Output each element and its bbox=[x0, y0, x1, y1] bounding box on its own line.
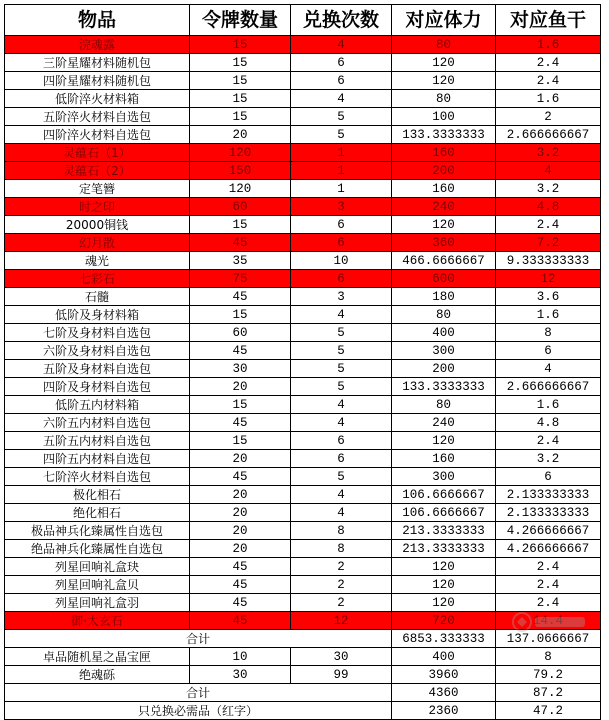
fish-cell: 6 bbox=[496, 468, 601, 486]
tokens-cell: 15 bbox=[190, 90, 291, 108]
times-cell: 2 bbox=[291, 594, 392, 612]
table-row bbox=[5, 288, 601, 306]
total-label: 合计 bbox=[5, 684, 392, 702]
item-name-cell: 定笔簪 bbox=[5, 180, 190, 198]
stamina-cell: 200 bbox=[392, 360, 496, 378]
stamina-cell: 80 bbox=[392, 90, 496, 108]
item-name-cell: 石髓 bbox=[5, 288, 190, 306]
times-cell: 4 bbox=[291, 414, 392, 432]
times-cell: 99 bbox=[291, 666, 392, 684]
fish-cell: 14.4 bbox=[496, 612, 601, 630]
stamina-cell: 120 bbox=[392, 54, 496, 72]
fish-cell: 4.266666667 bbox=[496, 522, 601, 540]
stamina-cell: 106.6666667 bbox=[392, 486, 496, 504]
fish-cell: 2.4 bbox=[496, 72, 601, 90]
fish-cell: 2.666666667 bbox=[496, 378, 601, 396]
fish-cell: 2.133333333 bbox=[496, 486, 601, 504]
times-cell: 5 bbox=[291, 360, 392, 378]
stamina-cell: 300 bbox=[392, 468, 496, 486]
subtotal-fish: 137.0666667 bbox=[496, 630, 601, 648]
tokens-cell: 35 bbox=[190, 252, 291, 270]
table-row bbox=[5, 378, 601, 396]
table-row bbox=[5, 576, 601, 594]
tokens-cell: 60 bbox=[190, 324, 291, 342]
stamina-cell: 100 bbox=[392, 108, 496, 126]
fish-cell: 1.6 bbox=[496, 396, 601, 414]
fish-cell: 2.4 bbox=[496, 54, 601, 72]
table-row bbox=[5, 396, 601, 414]
tokens-cell: 20 bbox=[190, 378, 291, 396]
fish-cell: 4.8 bbox=[496, 198, 601, 216]
item-name-cell: 灵蕴石（1） bbox=[5, 144, 190, 162]
tokens-cell: 20 bbox=[190, 126, 291, 144]
stamina-cell: 240 bbox=[392, 414, 496, 432]
times-cell: 2 bbox=[291, 576, 392, 594]
stamina-cell: 200 bbox=[392, 162, 496, 180]
stamina-cell: 160 bbox=[392, 180, 496, 198]
stamina-cell: 106.6666667 bbox=[392, 504, 496, 522]
fish-cell: 2 bbox=[496, 108, 601, 126]
stamina-cell: 400 bbox=[392, 324, 496, 342]
table-row bbox=[5, 108, 601, 126]
table-row bbox=[5, 234, 601, 252]
stamina-cell: 160 bbox=[392, 450, 496, 468]
stamina-cell: 400 bbox=[392, 648, 496, 666]
item-name-cell: 极化相石 bbox=[5, 486, 190, 504]
tokens-cell: 15 bbox=[190, 306, 291, 324]
tokens-cell: 45 bbox=[190, 576, 291, 594]
item-name-cell: 列星回响礼盒羽 bbox=[5, 594, 190, 612]
item-name-cell: 低阶及身材料箱 bbox=[5, 306, 190, 324]
fish-cell: 2.4 bbox=[496, 432, 601, 450]
table-row bbox=[5, 666, 601, 684]
item-name-cell: 20000铜钱 bbox=[5, 216, 190, 234]
fish-cell: 3.2 bbox=[496, 144, 601, 162]
fish-cell: 3.6 bbox=[496, 288, 601, 306]
stamina-cell: 120 bbox=[392, 72, 496, 90]
stamina-cell: 300 bbox=[392, 342, 496, 360]
times-cell: 5 bbox=[291, 126, 392, 144]
times-cell: 6 bbox=[291, 54, 392, 72]
item-name-cell: 七阶及身材料自选包 bbox=[5, 324, 190, 342]
total-fish: 87.2 bbox=[496, 684, 601, 702]
table-row bbox=[5, 612, 601, 630]
tokens-cell: 45 bbox=[190, 558, 291, 576]
stamina-cell: 180 bbox=[392, 288, 496, 306]
tokens-cell: 60 bbox=[190, 198, 291, 216]
stamina-cell: 360 bbox=[392, 234, 496, 252]
item-name-cell: 幻月散 bbox=[5, 234, 190, 252]
times-cell: 8 bbox=[291, 522, 392, 540]
times-cell: 1 bbox=[291, 180, 392, 198]
times-cell: 12 bbox=[291, 612, 392, 630]
fish-cell: 6 bbox=[496, 342, 601, 360]
extra-item-rows bbox=[5, 648, 601, 684]
item-name-cell: 五阶淬火材料自选包 bbox=[5, 108, 190, 126]
times-cell: 6 bbox=[291, 432, 392, 450]
stamina-cell: 3960 bbox=[392, 666, 496, 684]
fish-cell: 4.8 bbox=[496, 414, 601, 432]
tokens-cell: 45 bbox=[190, 234, 291, 252]
stamina-cell: 80 bbox=[392, 306, 496, 324]
item-name-cell: 四阶及身材料自选包 bbox=[5, 378, 190, 396]
stamina-cell: 133.3333333 bbox=[392, 126, 496, 144]
item-name-cell: 七阶淬火材料自选包 bbox=[5, 468, 190, 486]
fish-cell: 2.4 bbox=[496, 594, 601, 612]
stamina-cell: 133.3333333 bbox=[392, 378, 496, 396]
item-name-cell: 浣魂露 bbox=[5, 36, 190, 54]
total-stamina: 4360 bbox=[392, 684, 496, 702]
table-row bbox=[5, 558, 601, 576]
item-name-cell: 卓品随机星之晶宝匣 bbox=[5, 648, 190, 666]
tokens-cell: 45 bbox=[190, 594, 291, 612]
fish-cell: 12 bbox=[496, 270, 601, 288]
stamina-cell: 466.6666667 bbox=[392, 252, 496, 270]
times-cell: 6 bbox=[291, 450, 392, 468]
fish-cell: 4.266666667 bbox=[496, 540, 601, 558]
times-cell: 6 bbox=[291, 216, 392, 234]
table-row bbox=[5, 144, 601, 162]
times-cell: 1 bbox=[291, 144, 392, 162]
fish-cell: 2.4 bbox=[496, 558, 601, 576]
stamina-cell: 600 bbox=[392, 270, 496, 288]
fish-cell: 2.666666667 bbox=[496, 126, 601, 144]
item-name-cell: 绝品神兵化臻属性自选包 bbox=[5, 540, 190, 558]
table-row bbox=[5, 36, 601, 54]
header-tokens: 令牌数量 bbox=[190, 5, 291, 36]
times-cell: 4 bbox=[291, 396, 392, 414]
item-rows bbox=[5, 36, 601, 630]
table-row bbox=[5, 504, 601, 522]
fish-cell: 1.6 bbox=[496, 90, 601, 108]
item-name-cell: 低阶淬火材料箱 bbox=[5, 90, 190, 108]
item-name-cell: 六阶及身材料自选包 bbox=[5, 342, 190, 360]
fish-cell: 3.2 bbox=[496, 450, 601, 468]
tokens-cell: 20 bbox=[190, 450, 291, 468]
times-cell: 6 bbox=[291, 234, 392, 252]
header-row bbox=[5, 5, 601, 36]
fish-cell: 4 bbox=[496, 162, 601, 180]
times-cell: 3 bbox=[291, 288, 392, 306]
fish-cell: 8 bbox=[496, 324, 601, 342]
times-cell: 5 bbox=[291, 342, 392, 360]
item-name-cell: 四阶淬火材料自选包 bbox=[5, 126, 190, 144]
fish-cell: 1.6 bbox=[496, 306, 601, 324]
tokens-cell: 15 bbox=[190, 108, 291, 126]
item-name-cell: 御·太玄石 bbox=[5, 612, 190, 630]
header-fish: 对应鱼干 bbox=[496, 5, 601, 36]
item-name-cell: 极品神兵化臻属性自选包 bbox=[5, 522, 190, 540]
tokens-cell: 120 bbox=[190, 144, 291, 162]
tokens-cell: 15 bbox=[190, 396, 291, 414]
tokens-cell: 20 bbox=[190, 540, 291, 558]
item-name-cell: 绝化相石 bbox=[5, 504, 190, 522]
table-row bbox=[5, 216, 601, 234]
stamina-cell: 720 bbox=[392, 612, 496, 630]
tokens-cell: 45 bbox=[190, 612, 291, 630]
times-cell: 6 bbox=[291, 72, 392, 90]
table-row bbox=[5, 126, 601, 144]
item-name-cell: 低阶五内材料箱 bbox=[5, 396, 190, 414]
tokens-cell: 15 bbox=[190, 72, 291, 90]
times-cell: 2 bbox=[291, 558, 392, 576]
stamina-cell: 120 bbox=[392, 576, 496, 594]
stamina-cell: 160 bbox=[392, 144, 496, 162]
times-cell: 4 bbox=[291, 90, 392, 108]
item-name-cell: 四阶五内材料自选包 bbox=[5, 450, 190, 468]
tokens-cell: 150 bbox=[190, 162, 291, 180]
times-cell: 5 bbox=[291, 378, 392, 396]
fish-cell: 2.4 bbox=[496, 216, 601, 234]
stamina-cell: 120 bbox=[392, 558, 496, 576]
fish-cell: 3.2 bbox=[496, 180, 601, 198]
stamina-cell: 80 bbox=[392, 36, 496, 54]
tokens-cell: 75 bbox=[190, 270, 291, 288]
stamina-cell: 213.3333333 bbox=[392, 540, 496, 558]
stamina-cell: 80 bbox=[392, 396, 496, 414]
table-row bbox=[5, 486, 601, 504]
times-cell: 10 bbox=[291, 252, 392, 270]
times-cell: 3 bbox=[291, 198, 392, 216]
times-cell: 8 bbox=[291, 540, 392, 558]
table-row bbox=[5, 54, 601, 72]
times-cell: 4 bbox=[291, 306, 392, 324]
tokens-cell: 45 bbox=[190, 342, 291, 360]
tokens-cell: 30 bbox=[190, 360, 291, 378]
table-row bbox=[5, 198, 601, 216]
item-name-cell: 灵蕴石（2） bbox=[5, 162, 190, 180]
table-row bbox=[5, 72, 601, 90]
times-cell: 4 bbox=[291, 504, 392, 522]
times-cell: 1 bbox=[291, 162, 392, 180]
item-name-cell: 四阶星耀材料随机包 bbox=[5, 72, 190, 90]
item-name-cell: 五阶及身材料自选包 bbox=[5, 360, 190, 378]
table-row bbox=[5, 414, 601, 432]
tokens-cell: 30 bbox=[190, 666, 291, 684]
tokens-cell: 20 bbox=[190, 486, 291, 504]
times-cell: 4 bbox=[291, 486, 392, 504]
item-name-cell: 五阶五内材料自选包 bbox=[5, 432, 190, 450]
tokens-cell: 15 bbox=[190, 36, 291, 54]
tokens-cell: 45 bbox=[190, 468, 291, 486]
required-only-row bbox=[5, 702, 601, 720]
times-cell: 30 bbox=[291, 648, 392, 666]
subtotal-stamina: 6853.333333 bbox=[392, 630, 496, 648]
stamina-cell: 120 bbox=[392, 432, 496, 450]
tokens-cell: 45 bbox=[190, 288, 291, 306]
tokens-cell: 15 bbox=[190, 54, 291, 72]
subtotal-label: 合计 bbox=[5, 630, 392, 648]
fish-cell: 1.6 bbox=[496, 36, 601, 54]
table-row bbox=[5, 360, 601, 378]
item-name-cell: 七彩石 bbox=[5, 270, 190, 288]
table-row bbox=[5, 252, 601, 270]
times-cell: 6 bbox=[291, 270, 392, 288]
item-name-cell: 绝魂砾 bbox=[5, 666, 190, 684]
stamina-cell: 120 bbox=[392, 216, 496, 234]
fish-cell: 4 bbox=[496, 360, 601, 378]
table-row bbox=[5, 468, 601, 486]
item-name-cell: 时之印 bbox=[5, 198, 190, 216]
fish-cell: 2.133333333 bbox=[496, 504, 601, 522]
header-times: 兑换次数 bbox=[291, 5, 392, 36]
exchange-table bbox=[4, 4, 601, 720]
tokens-cell: 15 bbox=[190, 216, 291, 234]
total-row bbox=[5, 684, 601, 702]
tokens-cell: 45 bbox=[190, 414, 291, 432]
item-name-cell: 三阶星耀材料随机包 bbox=[5, 54, 190, 72]
table-row bbox=[5, 162, 601, 180]
item-name-cell: 列星回响礼盒玦 bbox=[5, 558, 190, 576]
item-name-cell: 魂光 bbox=[5, 252, 190, 270]
item-name-cell: 列星回响礼盒贝 bbox=[5, 576, 190, 594]
tokens-cell: 15 bbox=[190, 432, 291, 450]
table-row bbox=[5, 180, 601, 198]
table-row bbox=[5, 90, 601, 108]
fish-cell: 2.4 bbox=[496, 576, 601, 594]
item-name-cell: 六阶五内材料自选包 bbox=[5, 414, 190, 432]
table-row bbox=[5, 432, 601, 450]
table-row bbox=[5, 324, 601, 342]
table-row bbox=[5, 648, 601, 666]
fish-cell: 7.2 bbox=[496, 234, 601, 252]
table-row bbox=[5, 306, 601, 324]
stamina-cell: 120 bbox=[392, 594, 496, 612]
table-row bbox=[5, 594, 601, 612]
required-only-label: 只兑换必需品（红字） bbox=[5, 702, 392, 720]
fish-cell: 8 bbox=[496, 648, 601, 666]
header-stamina: 对应体力 bbox=[392, 5, 496, 36]
table-row bbox=[5, 270, 601, 288]
table-row bbox=[5, 540, 601, 558]
fish-cell: 79.2 bbox=[496, 666, 601, 684]
summary-rows bbox=[5, 630, 601, 648]
times-cell: 5 bbox=[291, 324, 392, 342]
total-rows bbox=[5, 684, 601, 720]
header-item: 物品 bbox=[5, 5, 190, 36]
table-row bbox=[5, 450, 601, 468]
table-row bbox=[5, 522, 601, 540]
times-cell: 5 bbox=[291, 108, 392, 126]
required-only-fish: 47.2 bbox=[496, 702, 601, 720]
times-cell: 4 bbox=[291, 36, 392, 54]
tokens-cell: 10 bbox=[190, 648, 291, 666]
tokens-cell: 20 bbox=[190, 522, 291, 540]
subtotal-row bbox=[5, 630, 601, 648]
tokens-cell: 120 bbox=[190, 180, 291, 198]
table-row bbox=[5, 342, 601, 360]
fish-cell: 9.333333333 bbox=[496, 252, 601, 270]
stamina-cell: 240 bbox=[392, 198, 496, 216]
stamina-cell: 213.3333333 bbox=[392, 522, 496, 540]
required-only-stamina: 2360 bbox=[392, 702, 496, 720]
tokens-cell: 20 bbox=[190, 504, 291, 522]
times-cell: 5 bbox=[291, 468, 392, 486]
